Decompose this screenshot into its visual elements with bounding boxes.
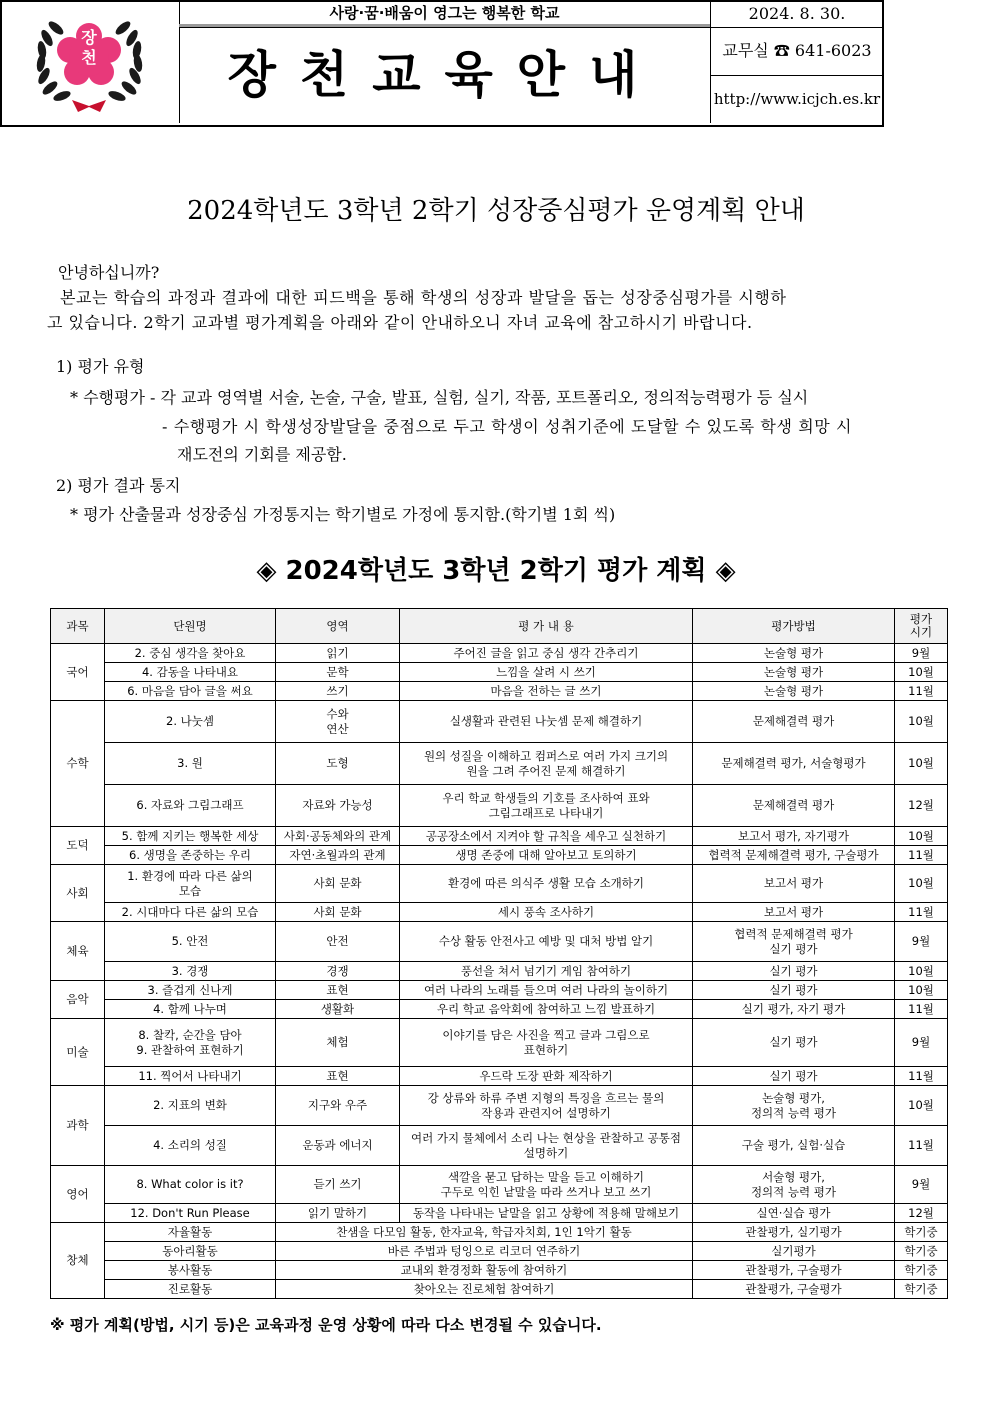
table-row: [51, 1067, 948, 1086]
time-cell: 11월: [895, 903, 948, 922]
subject-cell: 사회: [51, 865, 105, 922]
area-cell: 체험: [276, 1019, 400, 1067]
unit-cell: 3. 즐겁게 신나게: [105, 981, 276, 1000]
header-box: [0, 0, 884, 127]
unit-cell: 2. 시대마다 다른 삶의 모습: [105, 903, 276, 922]
table-row: [51, 981, 948, 1000]
table-row: [51, 663, 948, 682]
header-time: 평가 시기: [895, 609, 948, 644]
unit-cell: 8. 찰칵, 순간을 담아 9. 관찰하여 표현하기: [105, 1019, 276, 1067]
method-cell: 문제해결력 평가: [693, 785, 895, 827]
activity-content-cell: 바른 주법과 텅잉으로 리코더 연주하기: [276, 1242, 693, 1261]
table-header-row: [51, 609, 948, 644]
time-cell: 9월: [895, 1019, 948, 1067]
area-cell: 사회·공동체와의 관계: [276, 827, 400, 846]
area-cell: 표현: [276, 1067, 400, 1086]
method-cell: 실기 평가: [693, 962, 895, 981]
content-cell: 여러 나라의 노래를 들으며 여러 나라의 놀이하기: [400, 981, 693, 1000]
unit-cell: 자율활동: [105, 1223, 276, 1242]
content-cell: 실생활과 관련된 나눗셈 문제 해결하기: [400, 701, 693, 743]
area-cell: 수와 연산: [276, 701, 400, 743]
method-cell: 논술형 평가: [693, 663, 895, 682]
unit-cell: 4. 함께 나누며: [105, 1000, 276, 1019]
content-cell: 생명 존중에 대해 알아보고 토의하기: [400, 846, 693, 865]
section-1-item-2a: - 수행평가 시 학생성장발달을 중점으로 두고 학생이 성취기준에 도달할 수 있도록 학생 희망 시: [162, 417, 853, 436]
table-row: [51, 1261, 948, 1280]
content-cell: 이야기를 담은 사진을 찍고 글과 그림으로 표현하기: [400, 1019, 693, 1067]
plan-title: ◈ 2024학년도 3학년 2학기 평가 계획 ◈: [256, 556, 736, 586]
area-cell: 사회 문화: [276, 903, 400, 922]
table-body: [51, 644, 948, 1299]
time-cell: 9월: [895, 1166, 948, 1204]
unit-cell: 8. What color is it?: [105, 1166, 276, 1204]
time-cell: 10월: [895, 1086, 948, 1126]
unit-cell: 6. 생명을 존중하는 우리: [105, 846, 276, 865]
method-cell: 실연·실습 평가: [693, 1204, 895, 1223]
area-cell: 쓰기: [276, 682, 400, 701]
header-area: 영역: [276, 609, 400, 644]
activity-content-cell: 교내외 환경정화 활동에 참여하기: [276, 1261, 693, 1280]
method-cell: 협력적 문제해결력 평가 실기 평가: [693, 922, 895, 962]
method-cell: 보고서 평가: [693, 903, 895, 922]
method-cell: 문제해결력 평가, 서술형평가: [693, 743, 895, 785]
time-cell: 10월: [895, 827, 948, 846]
time-cell: 9월: [895, 644, 948, 663]
time-cell: 학기중: [895, 1280, 948, 1299]
unit-cell: 2. 중심 생각을 찾아요: [105, 644, 276, 663]
method-cell: 문제해결력 평가: [693, 701, 895, 743]
time-cell: 11월: [895, 1126, 948, 1166]
time-cell: 10월: [895, 981, 948, 1000]
area-cell: 지구와 우주: [276, 1086, 400, 1126]
issue-date: 2024. 8. 30.: [710, 0, 883, 28]
area-cell: 문학: [276, 663, 400, 682]
table-row: [51, 1166, 948, 1204]
area-cell: 자료와 가능성: [276, 785, 400, 827]
unit-cell: 2. 나눗셈: [105, 701, 276, 743]
table-row: [51, 1280, 948, 1299]
unit-cell: 11. 찍어서 나타내기: [105, 1067, 276, 1086]
unit-cell: 12. Don't Run Please: [105, 1204, 276, 1223]
time-cell: 11월: [895, 846, 948, 865]
table-row: [51, 1000, 948, 1019]
time-cell: 10월: [895, 663, 948, 682]
method-cell: 실기 평가, 자기 평가: [693, 1000, 895, 1019]
time-cell: 11월: [895, 1067, 948, 1086]
method-cell: 실기 평가: [693, 981, 895, 1000]
area-cell: 안전: [276, 922, 400, 962]
subject-cell: 수학: [51, 701, 105, 827]
method-cell: 관찰평가, 구술평가: [693, 1261, 895, 1280]
table-row: [51, 1086, 948, 1126]
method-cell: 보고서 평가: [693, 865, 895, 903]
time-cell: 11월: [895, 682, 948, 701]
time-cell: 9월: [895, 922, 948, 962]
area-cell: 도형: [276, 743, 400, 785]
school-url[interactable]: http://www.icjch.es.kr: [710, 75, 883, 123]
activity-content-cell: 찾아오는 진로체험 참여하기: [276, 1280, 693, 1299]
time-cell: 10월: [895, 962, 948, 981]
subject-cell: 미술: [51, 1019, 105, 1086]
table-row: [51, 644, 948, 663]
unit-cell: 6. 마음을 담아 글을 써요: [105, 682, 276, 701]
intro-line-2: 고 있습니다. 2학기 교과별 평가계획을 아래와 같이 안내하오니 자녀 교육에 참고하시기 바랍니다.: [47, 313, 753, 332]
table-row: [51, 1242, 948, 1261]
content-cell: 느낌을 살려 시 쓰기: [400, 663, 693, 682]
header-content: 평 가 내 용: [400, 609, 693, 644]
section-2-item-1: * 평가 산출물과 성장중심 가정통지는 학기별로 가정에 통지함.(학기별 1회 씩): [70, 505, 616, 524]
section-2-title: 2) 평가 결과 통지: [56, 476, 181, 495]
table-row: [51, 1204, 948, 1223]
content-cell: 수상 활동 안전사고 예방 및 대처 방법 알기: [400, 922, 693, 962]
school-slogan: [179, 0, 710, 28]
table-row: [51, 865, 948, 903]
table-row: [51, 785, 948, 827]
area-cell: 경쟁: [276, 962, 400, 981]
method-cell: 협력적 문제해결력 평가, 구술평가: [693, 846, 895, 865]
time-cell: 학기중: [895, 1261, 948, 1280]
unit-cell: 2. 지표의 변화: [105, 1086, 276, 1126]
time-cell: 학기중: [895, 1242, 948, 1261]
time-cell: 12월: [895, 1204, 948, 1223]
area-cell: 읽기 말하기: [276, 1204, 400, 1223]
subject-cell: 음악: [51, 981, 105, 1019]
method-cell: 실기평가: [693, 1242, 895, 1261]
area-cell: 사회 문화: [276, 865, 400, 903]
content-cell: 우리 학교 학생들의 기호를 조사하여 표와 그림그래프로 나타내기: [400, 785, 693, 827]
subject-cell: 도덕: [51, 827, 105, 865]
section-1-title: 1) 평가 유형: [56, 357, 145, 376]
time-cell: 11월: [895, 1000, 948, 1019]
subject-cell: 창체: [51, 1223, 105, 1299]
newsletter-title: 장천교육안내: [227, 46, 662, 104]
content-cell: 강 상류와 하류 주변 지형의 특징을 흐르는 물의 작용과 관련지어 설명하기: [400, 1086, 693, 1126]
method-cell: 논술형 평가: [693, 682, 895, 701]
section-1-item-1: * 수행평가 - 각 교과 영역별 서술, 논술, 구술, 발표, 실험, 실기, 작품, 포트폴리오, 정의적능력평가 등 실시: [70, 388, 809, 407]
area-cell: 자연·초월과의 관계: [276, 846, 400, 865]
table-row: [51, 922, 948, 962]
unit-cell: 3. 원: [105, 743, 276, 785]
table-row: [51, 1019, 948, 1067]
activity-content-cell: 찬샘을 다모임 활동, 한자교육, 학급자치회, 1인 1악기 활동: [276, 1223, 693, 1242]
content-cell: 마음을 전하는 글 쓰기: [400, 682, 693, 701]
header-unit: 단원명: [105, 609, 276, 644]
slogan-text: 사랑·꿈·배움이 영그는 행복한 학교: [329, 4, 560, 22]
method-cell: 관찰평가, 구술평가: [693, 1280, 895, 1299]
content-cell: 우리 학교 음악회에 참여하고 느낌 발표하기: [400, 1000, 693, 1019]
time-cell: 10월: [895, 701, 948, 743]
subject-cell: 국어: [51, 644, 105, 701]
method-cell: 구술 평가, 실험·실습: [693, 1126, 895, 1166]
section-1-item-2b: 재도전의 기회를 제공함.: [177, 445, 347, 464]
content-cell: 동작을 나타내는 낱말을 읽고 상황에 적용해 말해보기: [400, 1204, 693, 1223]
area-cell: 운동과 에너지: [276, 1126, 400, 1166]
unit-cell: 봉사활동: [105, 1261, 276, 1280]
evaluation-plan-table: [50, 608, 948, 1299]
unit-cell: 1. 환경에 따라 다른 삶의 모습: [105, 865, 276, 903]
content-cell: 환경에 따른 의식주 생활 모습 소개하기: [400, 865, 693, 903]
subject-cell: 과학: [51, 1086, 105, 1166]
unit-cell: 진로활동: [105, 1280, 276, 1299]
table-row: [51, 1126, 948, 1166]
content-cell: 풍선을 쳐서 넘기기 게임 참여하기: [400, 962, 693, 981]
area-cell: 표현: [276, 981, 400, 1000]
table-row: [51, 846, 948, 865]
unit-cell: 6. 자료와 그림그래프: [105, 785, 276, 827]
unit-cell: 5. 함께 지키는 행복한 세상: [105, 827, 276, 846]
unit-cell: 4. 소리의 성질: [105, 1126, 276, 1166]
method-cell: 관찰평가, 실기평가: [693, 1223, 895, 1242]
content-cell: 세시 풍속 조사하기: [400, 903, 693, 922]
method-cell: 실기 평가: [693, 1019, 895, 1067]
table-row: [51, 962, 948, 981]
intro-line-1: 본교는 학습의 과정과 결과에 대한 피드백을 통해 학생의 성장과 발달을 돕는 성장중심평가를 시행하: [60, 288, 787, 307]
area-cell: 듣기 쓰기: [276, 1166, 400, 1204]
table-row: [51, 827, 948, 846]
content-cell: 원의 성질을 이해하고 컴퍼스로 여러 가지 크기의 원을 그려 주어진 문제 해결하기: [400, 743, 693, 785]
header-subject: 과목: [51, 609, 105, 644]
area-cell: 생활화: [276, 1000, 400, 1019]
unit-cell: 5. 안전: [105, 922, 276, 962]
method-cell: 보고서 평가, 자기평가: [693, 827, 895, 846]
method-cell: 논술형 평가: [693, 644, 895, 663]
content-cell: 주어진 글을 읽고 중심 생각 간추리기: [400, 644, 693, 663]
subject-cell: 영어: [51, 1166, 105, 1223]
document-title: 2024학년도 3학년 2학기 성장중심평가 운영계획 안내: [187, 196, 805, 226]
table-row: [51, 743, 948, 785]
logo-text: 장 천: [81, 28, 97, 67]
footer-note: ※ 평가 계획(방법, 시기 등)은 교육과정 운영 상황에 따라 다소 변경될 수 있습니다.: [50, 1316, 602, 1334]
method-cell: 서술형 평가, 정의적 능력 평가: [693, 1166, 895, 1204]
unit-cell: 3. 경쟁: [105, 962, 276, 981]
school-logo: [0, 0, 180, 123]
time-cell: 10월: [895, 743, 948, 785]
content-cell: 공공장소에서 지켜야 할 규칙을 세우고 실천하기: [400, 827, 693, 846]
greeting: 안녕하십니까?: [58, 263, 160, 282]
content-cell: 여러 가지 물체에서 소리 나는 현상을 관찰하고 공통점 설명하기: [400, 1126, 693, 1166]
table-row: [51, 682, 948, 701]
method-cell: 실기 평가: [693, 1067, 895, 1086]
method-cell: 논술형 평가, 정의적 능력 평가: [693, 1086, 895, 1126]
content-cell: 색깔을 묻고 답하는 말을 듣고 이해하기 구두로 익힌 낱말을 따라 쓰거나 보고 쓰기: [400, 1166, 693, 1204]
subject-cell: 체육: [51, 922, 105, 981]
office-phone: 교무실 ☎ 641-6023: [710, 27, 883, 76]
time-cell: 10월: [895, 865, 948, 903]
table-row: [51, 1223, 948, 1242]
table-row: [51, 701, 948, 743]
time-cell: 학기중: [895, 1223, 948, 1242]
time-cell: 12월: [895, 785, 948, 827]
unit-cell: 동아리활동: [105, 1242, 276, 1261]
header-method: 평가방법: [693, 609, 895, 644]
table-row: [51, 903, 948, 922]
content-cell: 우드락 도장 판화 제작하기: [400, 1067, 693, 1086]
unit-cell: 4. 감동을 나타내요: [105, 663, 276, 682]
area-cell: 읽기: [276, 644, 400, 663]
